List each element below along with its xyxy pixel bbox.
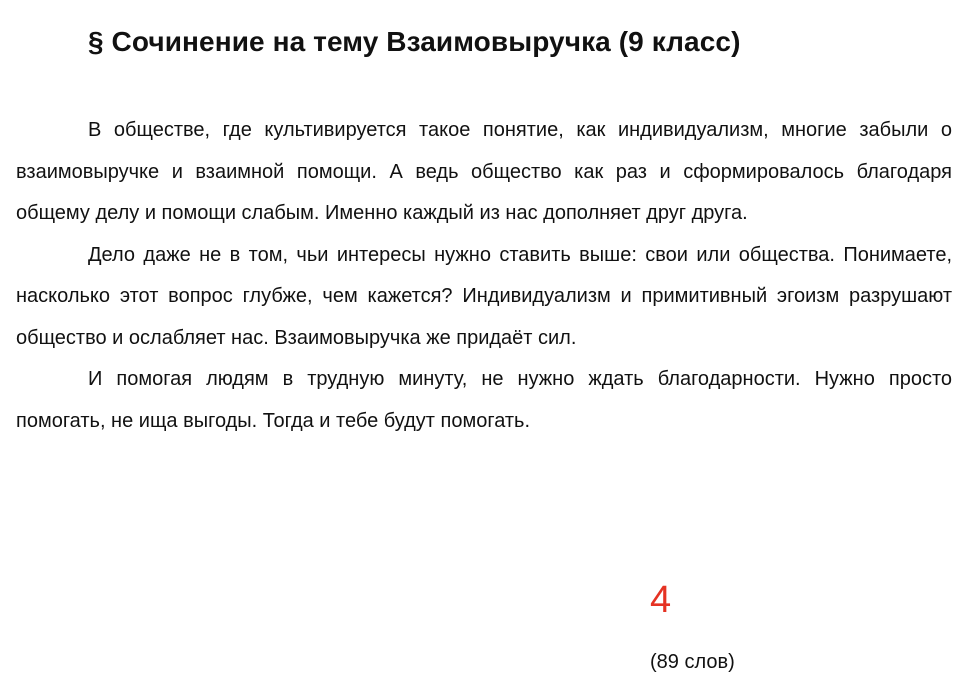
essay-title: § Сочинение на тему Взаимовыручка (9 класс) bbox=[88, 26, 741, 57]
essay-paragraph-2: Дело даже не в том, чьи интересы нужно ставить выше: свои или общества. Понимаете, насколько этот вопрос глубже, чем кажется? Индивидуализм и примитивный эгоизм разрушают общество и ослабляет нас. Взаимовыручка же придаёт сил. bbox=[16, 243, 952, 349]
essay-paragraph-3: И помогая людям в трудную минуту, не нужно ждать благодарности. Нужно просто помогать, не ища выгоды. Тогда и тебе будут помогать. bbox=[16, 368, 952, 432]
essay-body bbox=[16, 110, 952, 442]
essay-paragraph-1: В обществе, где культивируется такое понятие, как индивидуализм, многие забыли о взаимовыручке и взаимной помощи. А ведь общество как раз и сформировалось благодаря общему делу и помощи слабым. Именно каждый из нас дополняет друг друга. bbox=[16, 119, 952, 224]
grade-mark: 4 bbox=[650, 579, 672, 621]
word-count: (89 слов) bbox=[650, 651, 735, 673]
